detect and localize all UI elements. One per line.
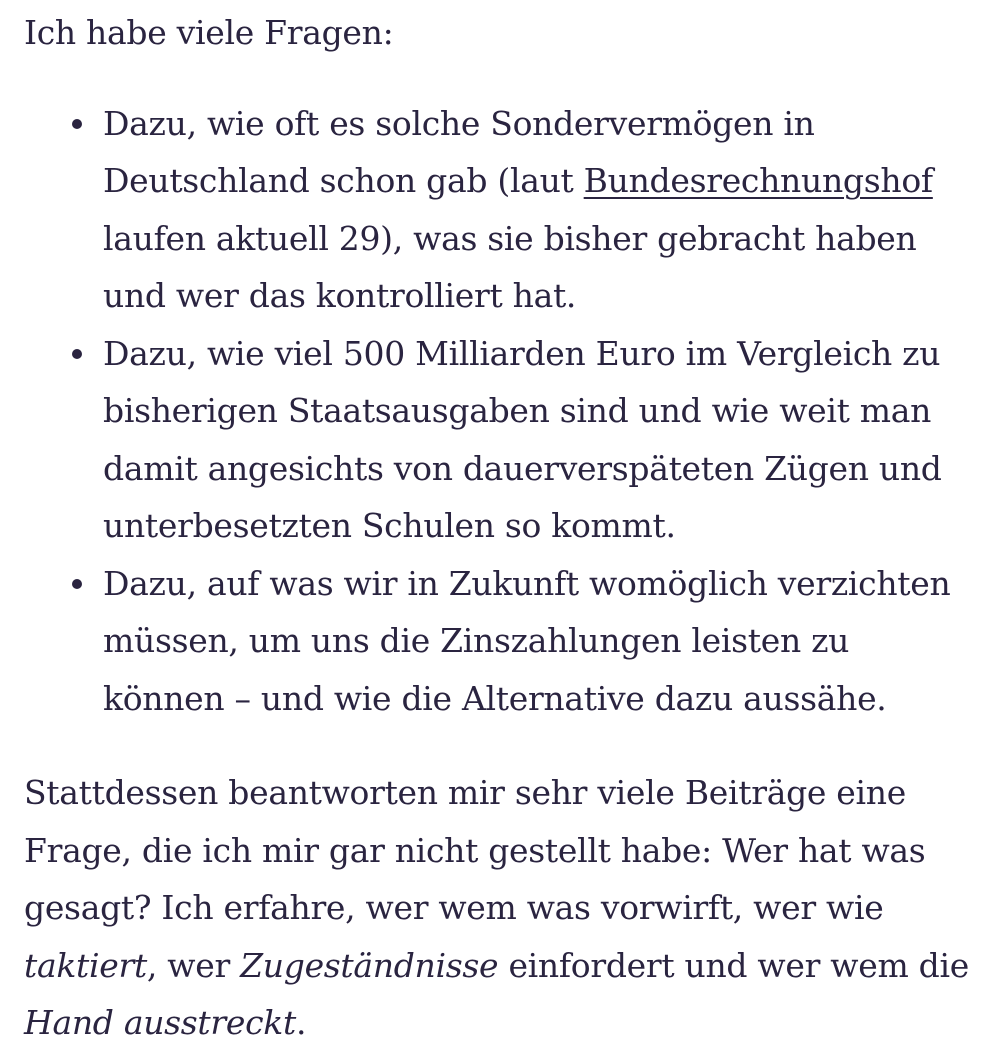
emphasis-hand-ausstreckt: Hand ausstreckt: [24, 1003, 296, 1042]
emphasis-taktiert: taktiert: [24, 945, 147, 985]
closing-text-4: .: [295, 1003, 307, 1042]
bullet-icon: [72, 579, 82, 589]
list-item: [103, 325, 976, 555]
list-item: [103, 95, 976, 325]
article-body: [24, 0, 976, 1052]
closing-paragraph: [24, 764, 976, 1052]
closing-text-1: Stattdessen beantworten mir sehr viele Beiträge eine Frage, die ich mir gar nicht gestellt habe: Wer hat was gesagt? Ich erfahre, wer wem was vorwirft, wer wie: [24, 773, 926, 927]
bundesrechnungshof-link[interactable]: Bundesrechnungshof: [583, 161, 933, 200]
intro-paragraph: Ich habe viele Fragen:: [24, 13, 394, 52]
emphasis-zugestaendnisse: Zugeständnisse: [240, 945, 499, 985]
closing-text-3: einfordert und wer wem die: [498, 945, 969, 985]
questions-list: [24, 95, 976, 728]
list-item: [103, 555, 976, 728]
list-item-text: Dazu, wie viel 500 Milliarden Euro im Vergleich zu bisherigen Staatsausgaben sind und wie weit man damit angesichts von dauerverspäteten Zügen und unterbesetzten Schulen so kommt.: [103, 333, 942, 545]
bullet-icon: [72, 349, 82, 359]
bullet-icon: [72, 119, 82, 129]
list-item-text: Dazu, auf was wir in Zukunft womöglich verzichten müssen, um uns die Zinszahlungen leisten zu können – und wie die Alternative dazu aussähe.: [103, 563, 951, 718]
list-item-text-start: Dazu, wie oft es solche Sondervermögen in Deutschland schon gab (laut: [103, 103, 815, 200]
closing-text-2: , wer: [146, 945, 241, 985]
list-item-text-end: laufen aktuell 29), was sie bisher gebracht haben und wer das kontrolliert hat.: [103, 218, 917, 315]
